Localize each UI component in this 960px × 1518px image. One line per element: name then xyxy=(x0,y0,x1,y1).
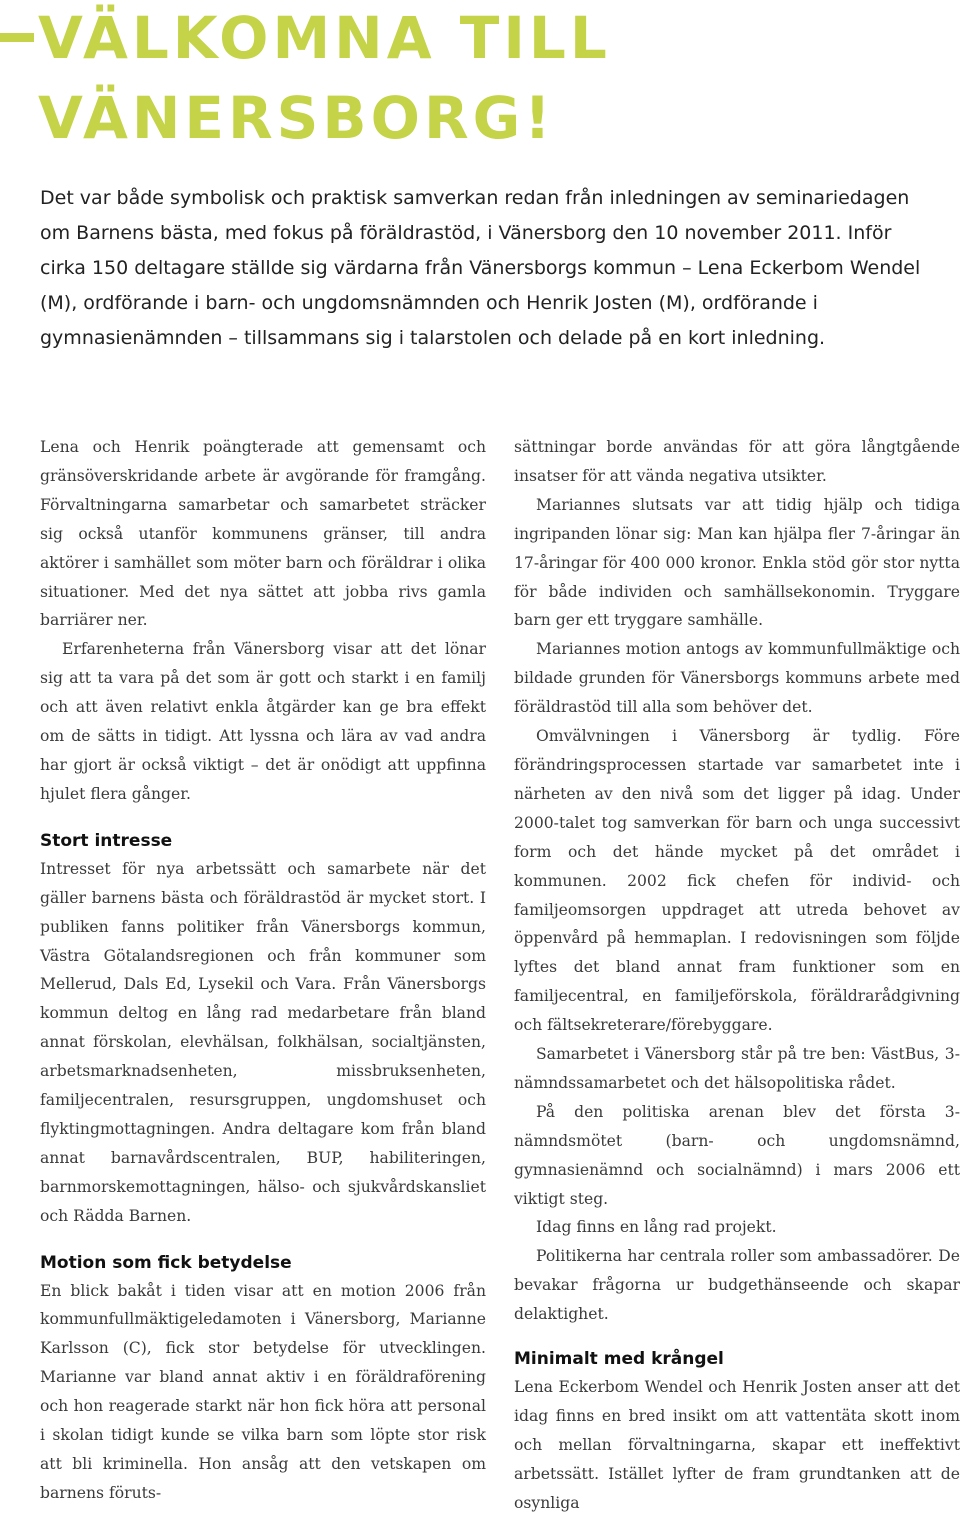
right-paragraph-4: Omvälvningen i Vänersborg är tydlig. Före förändringsprocessen startade var samarbetet inte i närheten av den nivå som det ligger på idag. Under 2000-talet tog samverkan för barn och unga successivt form och det hände mycket på det området i kommunen. 2002 fick chefen för individ- och familjeomsorgen uppdraget att utreda behovet av öppenvård på hemmaplan. I redovisningen som följde lyftes det bland annat fram funktioner som en familjecentral, en familjeförskola, föräldrarådgivning och fältsekreterare/förebyggare. xyxy=(514,727,960,1035)
right-paragraph-8: Politikerna har centrala roller som ambassadörer. De bevakar frågorna ur budgethänseende och skapar delaktighet. xyxy=(514,1247,960,1324)
left-paragraph-2: Erfarenheterna från Vänersborg visar att det lönar sig att ta vara på det som är gott och starkt i en familj och att även relativt enkla åtgärder kan ge bra effekt om de sätts in tidigt. Att lyssna och lära av vad andra har gjort är också viktigt – det är onödigt att uppfinna hjulet flera gånger. xyxy=(40,640,486,803)
right-paragraph-6: På den politiska arenan blev det första 3-nämndsmötet (barn- och ungdomsnämnd, gymnasienämnd och socialnämnd) i mars 2006 ett viktigt steg. xyxy=(514,1102,960,1208)
title-line-1 xyxy=(0,0,611,78)
spacer xyxy=(514,1329,960,1345)
right-column xyxy=(514,433,960,1518)
right-paragraph-2: Mariannes slutsats var att tidig hjälp och tidiga ingripanden lönar sig: Man kan hjälpa fler 7-åringar än 17-åringar för 400 000 kronor. Enkla stöd gör stor nytta för både individen och samhällsekonomin. Tryggare barn ger ett tryggare samhälle. xyxy=(514,495,960,630)
heading-stort-intresse: Stort intresse xyxy=(40,830,173,851)
spacer xyxy=(40,809,486,827)
heading-minimalt: Minimalt med krångel xyxy=(514,1349,724,1370)
title-line-2: VÄNERSBORG! xyxy=(38,84,555,152)
lead-paragraph: Det var både symbolisk och praktisk samverkan redan från inledningen av seminariedagen om Barnens bästa, med fokus på föräldrastöd, i Vänersborg den 10 november 2011. Inför cirka 150 deltagare ställde sig värdarna från Vänersborgs kommun – Lena Eckerbom Wendel (M), ordförande i barn- och ungdomsnämnden och Henrik Josten (M), ordförande i gymnasienämnden – tillsammans sig i talarstolen och delade på en kort inledning. xyxy=(40,187,921,349)
spacer xyxy=(40,1231,486,1249)
title-line-1-text: VÄLKOMNA TILL xyxy=(38,4,611,72)
right-paragraph-1: sättningar borde användas för att göra långtgående insatser för att vända negativa utsikter. xyxy=(514,438,960,485)
left-paragraph-3: Intresset för nya arbetssätt och samarbete när det gäller barnens bästa och föräldrastöd är mycket stort. I publiken fanns politiker från Vänersborgs kommun, Västra Götalandsregionen och från kommuner som Mellerud, Dals Ed, Lysekil och Vara. Från Vänersborgs kommun deltog en lång rad medarbetare från bland annat förskolan, elevhälsan, folkhälsan, socialtjänsten, arbetsmarknadsenheten, missbruksenheten, familjecentralen, resursgruppen, ungdomshuset och flyktingmottagningen. Andra deltagare kom från bland annat barnavårdscentralen, BUP, habiliteringen, barnmorskemottagningen, hälso- och sjukvårdskansliet och Rädda Barnen. xyxy=(40,859,486,1225)
heading-motion: Motion som fick betydelse xyxy=(40,1252,292,1273)
left-column xyxy=(40,433,486,1508)
right-paragraph-3: Mariannes motion antogs av kommunfullmäktige och bildade grunden för Vänersborgs kommuns arbete med föräldrastöd till alla som behöver det. xyxy=(514,640,960,717)
title-dash xyxy=(0,33,34,42)
right-paragraph-7: Idag finns en lång rad projekt. xyxy=(536,1218,777,1237)
left-paragraph-1: Lena och Henrik poängterade att gemensamt och gränsöverskridande arbete är avgörande för framgång. Förvaltningarna samarbetar och samarbetet sträcker sig också utanför kommunens gränser, till andra aktörer i samhället som möter barn och föräldrar i olika situationer. Med det nya sättet att jobba rivs gamla barriärer ner. xyxy=(40,438,486,630)
right-paragraph-9: Lena Eckerbom Wendel och Henrik Josten anser att det idag finns en bred insikt om att vattentäta skott inom och mellan förvaltningarna, skapar ett ineffektivt arbetssätt. Istället lyfter de fram grundtanken att de osynliga xyxy=(514,1378,960,1512)
right-paragraph-5: Samarbetet i Vänersborg står på tre ben: VästBus, 3-nämndssamarbetet och det hälsopolitiska rådet. xyxy=(514,1045,960,1092)
left-paragraph-4: En blick bakåt i tiden visar att en motion 2006 från kommunfullmäktigeledamoten i Vänersborg, Marianne Karlsson (C), fick stor betydelse för utvecklingen. Marianne var bland annat aktiv i en föräldraförening och hon reagerade starkt när hon fick höra att personal i skolan tidigt kunde se vilka barn som löpte stor risk att bli kriminella. Hon ansåg att den vetskapen om barnens föruts- xyxy=(40,1281,486,1502)
